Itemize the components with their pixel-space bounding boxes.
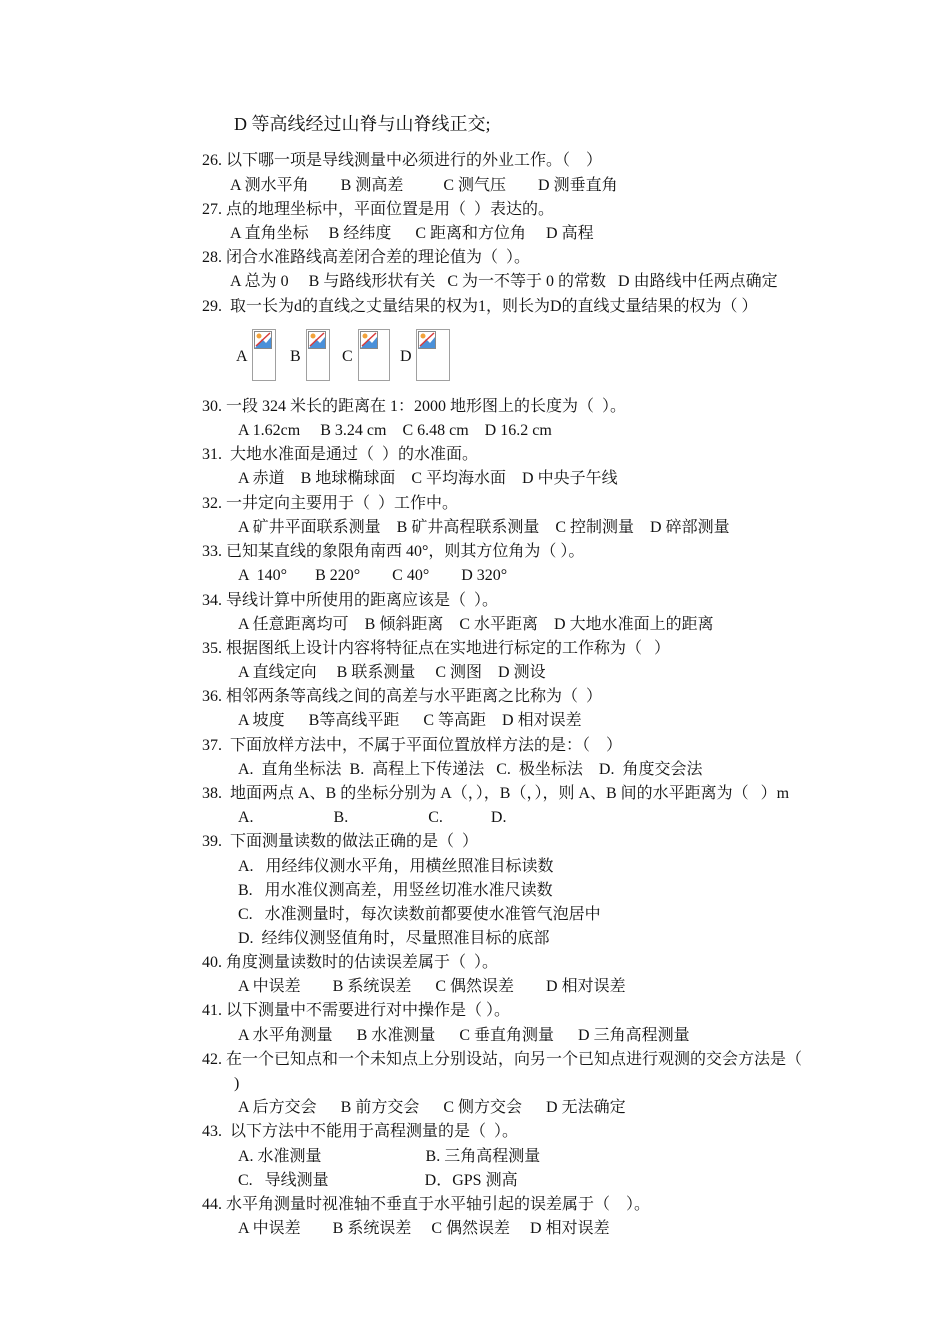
q26-options: A 测水平角 B 测高差 C 测气压 D 测垂直角 [230,177,618,194]
q44-options: A 中误差 B 系统误差 C 偶然误差 D 相对误差 [238,1220,610,1237]
q28-stem: 28. 闭合水准路线高差闭合差的理论值为（ ）。 [202,249,531,266]
q38-options: A. B. C. D. [238,809,507,826]
q29-image-options [236,327,476,383]
q40-options: A 中误差 B 系统误差 C 偶然误差 D 相对误差 [238,978,626,995]
q39-option-c: C. 水准测量时，每次读数前都要使水准管气泡居中 [238,906,601,923]
q36-options: A 坡度 B等高线平距 C 等高距 D 相对误差 [238,712,582,729]
q39-option-d: D. 经纬仪测竖值角时，尽量照准目标的底部 [238,930,550,947]
q39-option-a: A. 用经纬仪测水平角，用横丝照准目标读数 [238,858,554,875]
q35-options: A 直线定向 B 联系测量 C 测图 D 测设 [238,664,546,681]
q27-stem: 27. 点的地理坐标中，平面位置是用（ ）表达的。 [202,201,555,218]
q38-stem: 38. 地面两点 A、B 的坐标分别为 A（，），B（，），则 A、B 间的水平距离为（ ）m [202,785,790,802]
q43-options-row1: A. 水准测量 B. 三角高程测量 [238,1148,541,1165]
q37-options: A. 直角坐标法 B. 高程上下传递法 C. 极坐标法 D. 角度交会法 [238,761,703,778]
q31-options: A 赤道 B 地球椭球面 C 平均海水面 D 中央子午线 [238,470,618,487]
q26-stem: 26. 以下哪一项是导线测量中必须进行的外业工作。（ ） [202,152,603,169]
broken-image-icon [252,329,276,381]
prev-option-d: D 等高线经过山脊与山脊线正交; [234,114,491,134]
broken-image-icon [306,329,330,381]
q39-stem: 39. 下面测量读数的做法正确的是（ ） [202,833,479,850]
q32-stem: 32. 一井定向主要用于（ ）工作中。 [202,495,459,512]
q31-stem: 31. 大地水准面是通过（ ）的水准面。 [202,446,479,463]
q30-stem: 30. 一段 324 米长的距离在 1：2000 地形图上的长度为（ ）。 [202,398,627,415]
q41-options: A 水平角测量 B 水准测量 C 垂直角测量 D 三角高程测量 [238,1027,690,1044]
q29-option-label: B [290,348,301,365]
q27-options: A 直角坐标 B 经纬度 C 距离和方位角 D 高程 [230,225,594,242]
q32-options: A 矿井平面联系测量 B 矿井高程联系测量 C 控制测量 D 碎部测量 [238,519,730,536]
q34-stem: 34. 导线计算中所使用的距离应该是（ ）。 [202,592,499,609]
q33-options: A 140° B 220° C 40° D 320° [238,567,508,584]
broken-image-icon [416,329,450,381]
q28-options: A 总为 0 B 与路线形状有关 C 为一不等于 0 的常数 D 由路线中任两点确定 [230,273,778,290]
q42-options: A 后方交会 B 前方交会 C 侧方交会 D 无法确定 [238,1099,626,1116]
q36-stem: 36. 相邻两条等高线之间的高差与水平距离之比称为（ ） [202,688,603,705]
broken-image-icon [358,329,390,381]
q43-options-row2: C. 导线测量 D．GPS 测高 [238,1172,518,1189]
q29-option-label: A [236,348,248,365]
q37-stem: 37. 下面放样方法中，不属于平面位置放样方法的是：（ ） [202,737,623,754]
q29-option-label: C [342,348,353,365]
q34-options: A 任意距离均可 B 倾斜距离 C 水平距离 D 大地水准面上的距离 [238,616,714,633]
q40-stem: 40. 角度测量读数时的估读误差属于（ ）。 [202,954,499,971]
q33-stem: 33. 已知某直线的象限角南西 40°，则其方位角为（ ）。 [202,543,585,560]
q29-stem: 29. 取一长为d的直线之丈量结果的权为1，则长为D的直线丈量结果的权为（ ） [202,298,758,315]
q42-stem-cont: ) [234,1075,240,1092]
q43-stem: 43. 以下方法中不能用于高程测量的是（ ）。 [202,1123,519,1140]
q30-options: A 1.62cm B 3.24 cm C 6.48 cm D 16.2 cm [238,422,552,439]
q39-option-b: B. 用水准仪测高差，用竖丝切准水准尺读数 [238,882,553,899]
q42-stem: 42. 在一个已知点和一个未知点上分别设站，向另一个已知点进行观测的交会方法是（ [202,1051,803,1068]
q44-stem: 44. 水平角测量时视准轴不垂直于水平轴引起的误差属于（ ）。 [202,1196,651,1213]
q41-stem: 41. 以下测量中不需要进行对中操作是（ ）。 [202,1002,511,1019]
q35-stem: 35. 根据图纸上设计内容将特征点在实地进行标定的工作称为（ ） [202,640,671,657]
q29-option-label: D [400,348,412,365]
